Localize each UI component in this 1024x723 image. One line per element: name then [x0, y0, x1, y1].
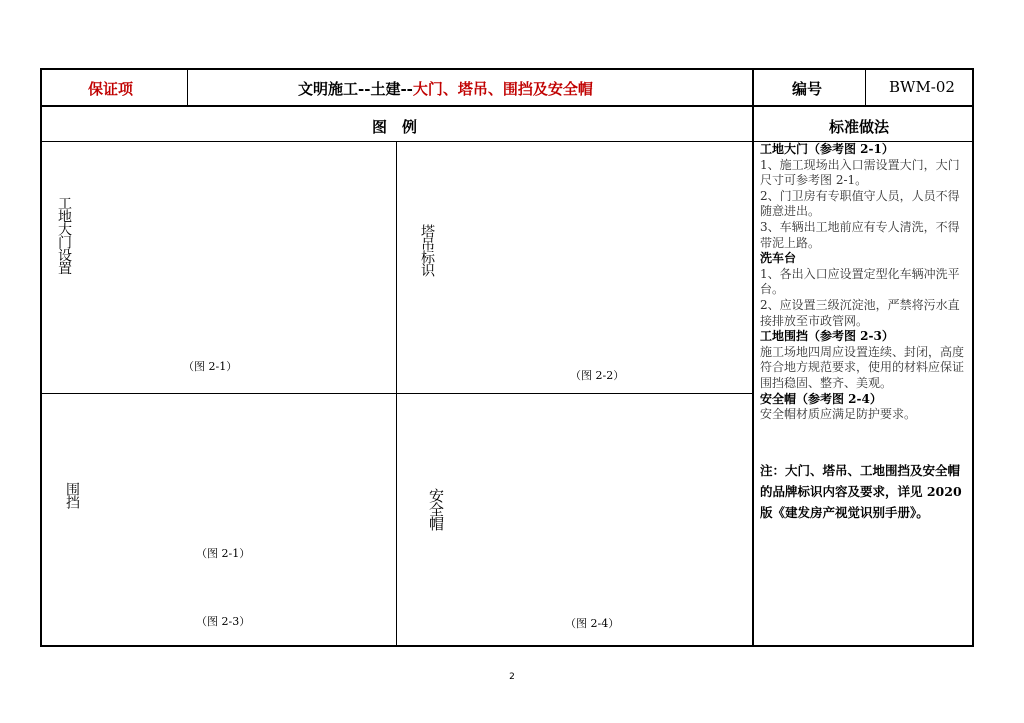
gate-item-1: 1、施工现场出入口需设置大门，大门尺寸可参考图 2-1。 [760, 157, 960, 188]
gate-heading: 工地大门（参考图 2-1） [760, 142, 894, 156]
helmet-text: 安全帽材质应满足防护要求。 [760, 407, 917, 422]
crane-label: 塔吊标识 [419, 224, 435, 276]
wash-heading: 洗车台 [760, 251, 797, 266]
col-divider-category [187, 68, 188, 106]
wash-item-1: 1、各出入口应设置定型化车辆冲洗平台。 [760, 266, 960, 297]
standard-practice-text [760, 142, 970, 423]
brand-note: 注：大门、塔吊、工地围挡及安全帽的品牌标识内容及要求，详见 2020 版《建发房产视觉识别手册》。 [760, 463, 962, 520]
gate-item-3: 3、车辆出工地前应有专人清洗，不得带泥上路。 [760, 219, 960, 250]
gate-label: 工地大门设置 [56, 196, 72, 274]
fence-caption-2: （图 2-3） [196, 615, 251, 628]
gate-item-2: 2、门卫房有专职值守人员，人员不得随意进出。 [760, 188, 960, 219]
helmet-caption: （图 2-4） [565, 617, 620, 630]
gate-caption: （图 2-1） [183, 360, 238, 373]
legend-heading: 图 例 [372, 118, 418, 136]
col-divider-legend [396, 141, 397, 647]
page-number: 2 [509, 672, 515, 682]
helmet-heading: 安全帽（参考图 2-4） [760, 391, 882, 406]
title-highlight: 大门、塔吊、围挡及安全帽 [412, 80, 593, 98]
fence-caption-1: （图 2-1） [196, 547, 251, 560]
helmet-label: 安全帽 [427, 488, 445, 530]
fence-label: 围挡 [64, 482, 80, 508]
wash-item-2: 2、应设置三级沉淀池，严禁将污水直接排放至市政管网。 [760, 297, 960, 328]
col-divider-main [752, 68, 754, 647]
col-divider-code [865, 68, 866, 106]
fence-heading: 工地围挡（参考图 2-3） [760, 329, 894, 344]
code-value: BWM-02 [889, 78, 955, 96]
crane-caption: （图 2-2） [570, 369, 625, 382]
row-divider-header [40, 105, 974, 107]
standard-heading: 标准做法 [829, 118, 890, 136]
document-title [298, 78, 593, 99]
code-label: 编号 [792, 80, 823, 98]
category-cell: 保证项 [88, 80, 134, 98]
fence-text: 施工场地四周应设置连续、封闭，高度符合地方规范要求，使用的材料应保证围挡稳固、整齐、美观。 [760, 344, 965, 390]
title-prefix: 文明施工--土建-- [298, 80, 413, 98]
